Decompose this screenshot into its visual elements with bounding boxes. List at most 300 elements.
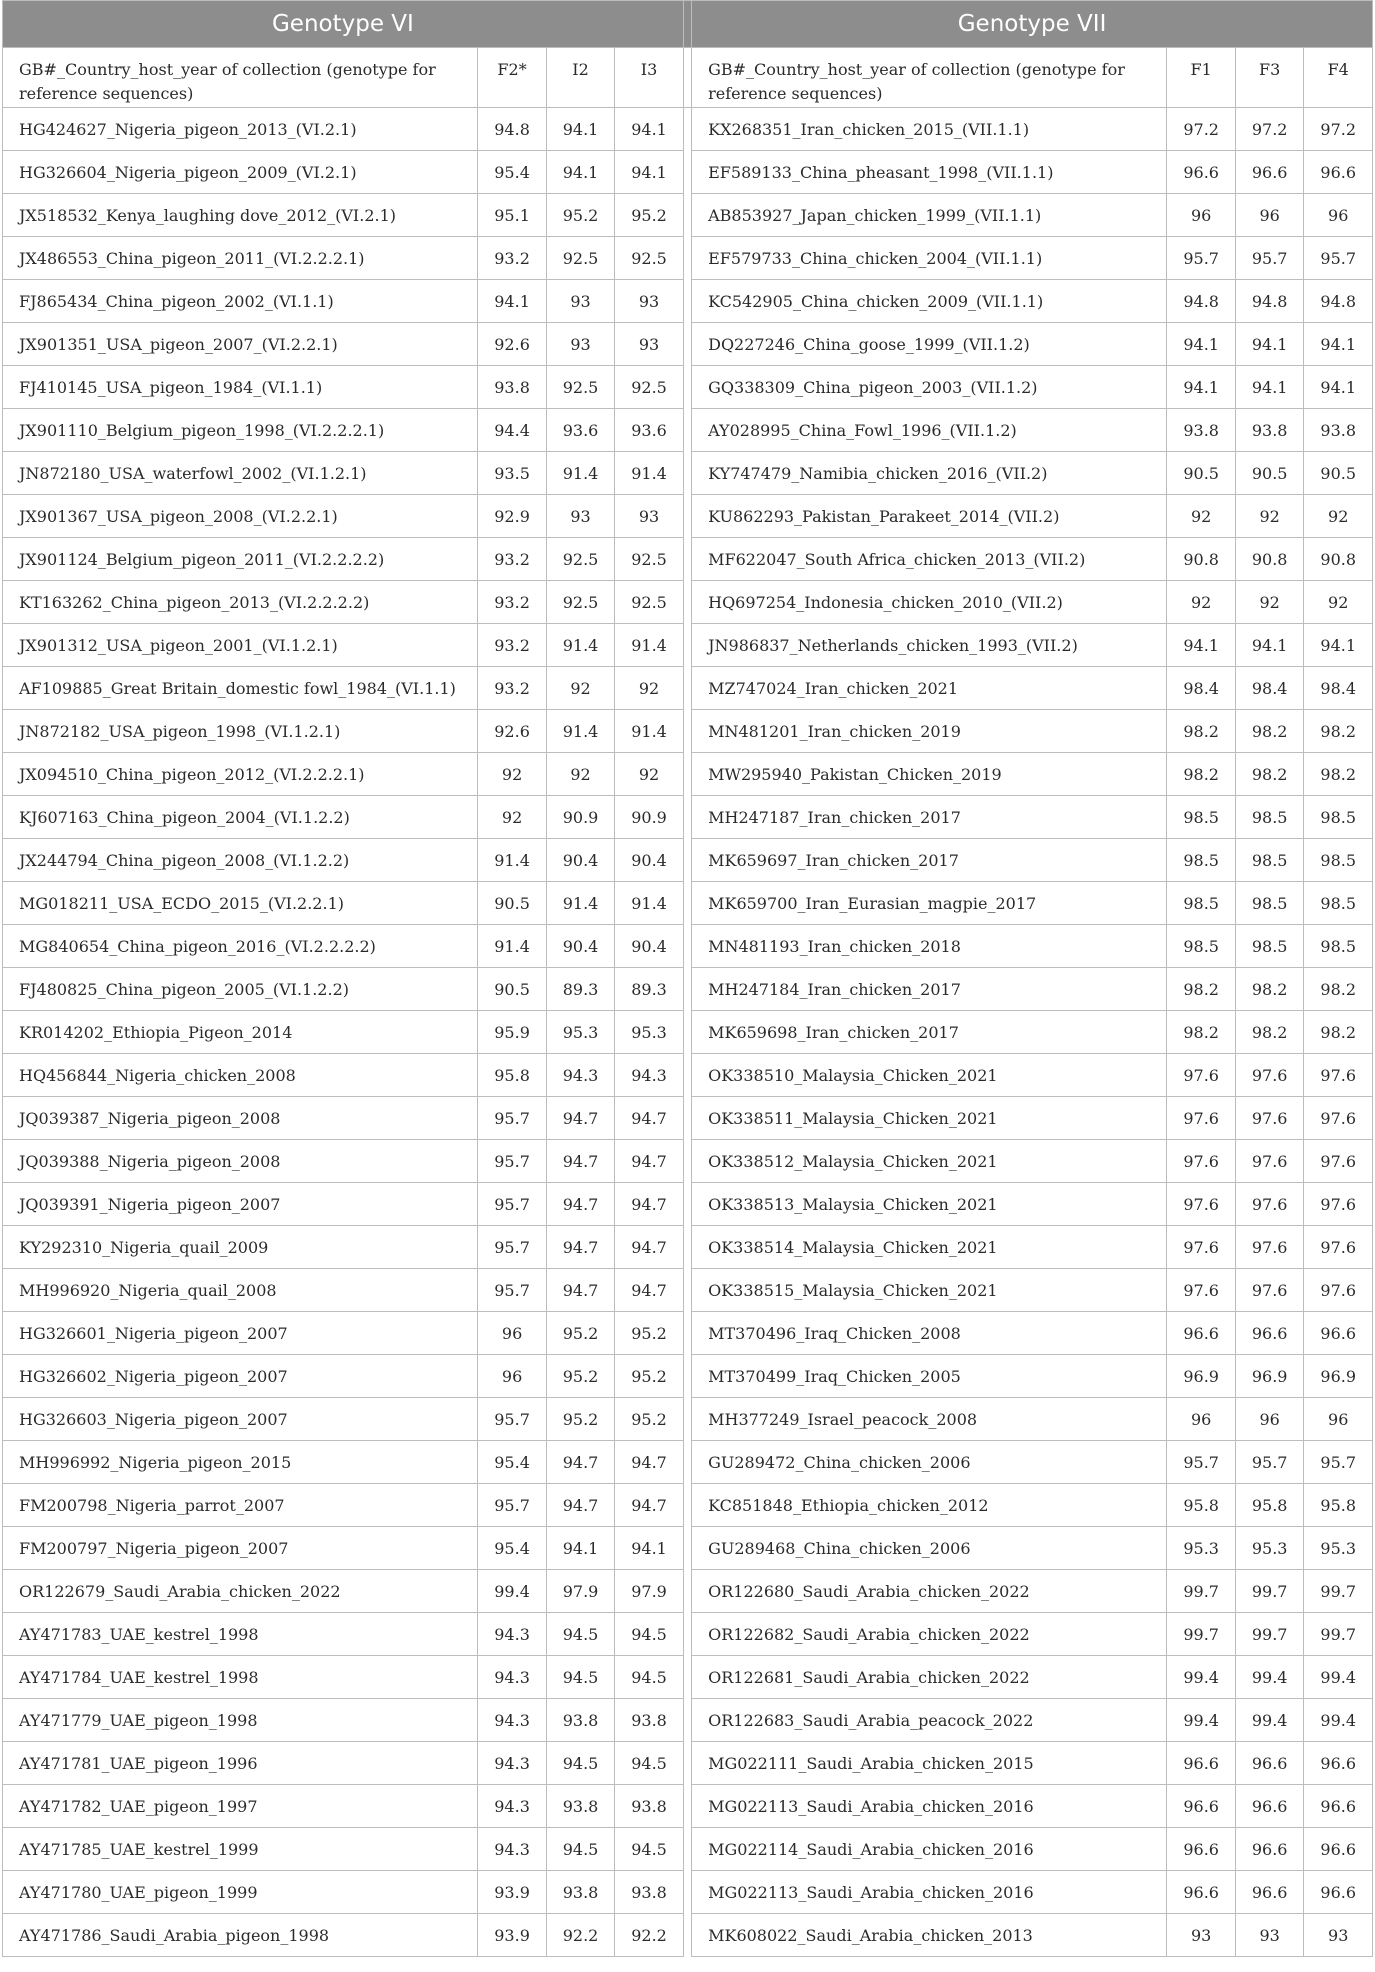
left-f2-value: 95.9 [478, 1011, 546, 1054]
column-separator [683, 1828, 691, 1871]
left-id-header: GB#_Country_host_year of collection (genotype for reference sequences) [3, 48, 478, 108]
column-separator [683, 409, 691, 452]
right-f1-value: 96 [1167, 194, 1235, 237]
left-f2-value: 96 [478, 1355, 546, 1398]
right-f4-value: 93 [1304, 1914, 1373, 1957]
left-f2-value: 91.4 [478, 839, 546, 882]
left-i2-value: 94.7 [546, 1140, 614, 1183]
left-f2-value: 95.4 [478, 1441, 546, 1484]
left-sequence-cell: AY471783_UAE_kestrel_1998 [3, 1613, 478, 1656]
column-separator [683, 1355, 691, 1398]
left-sequence-cell: MH996992_Nigeria_pigeon_2015 [3, 1441, 478, 1484]
table-row [3, 409, 1373, 452]
table-row [3, 1527, 1373, 1570]
left-i3-value: 91.4 [615, 452, 684, 495]
left-i2-value: 97.9 [546, 1570, 614, 1613]
right-f4-value: 96.9 [1304, 1355, 1373, 1398]
right-sequence-cell: OK338511_Malaysia_Chicken_2021 [692, 1097, 1167, 1140]
right-sequence-cell: GU289472_China_chicken_2006 [692, 1441, 1167, 1484]
left-i3-value: 92.5 [615, 581, 684, 624]
left-i3-header: I3 [615, 48, 684, 108]
column-separator [683, 882, 691, 925]
column-separator [683, 710, 691, 753]
left-sequence-cell: FJ480825_China_pigeon_2005_(VI.1.2.2) [3, 968, 478, 1011]
left-sequence-cell: MG840654_China_pigeon_2016_(VI.2.2.2.2) [3, 925, 478, 968]
left-f2-value: 96 [478, 1312, 546, 1355]
left-sequence-cell: FM200798_Nigeria_parrot_2007 [3, 1484, 478, 1527]
left-i3-value: 92 [615, 667, 684, 710]
left-i3-value: 90.4 [615, 925, 684, 968]
right-f3-value: 97.6 [1235, 1097, 1303, 1140]
right-sequence-cell: MK608022_Saudi_Arabia_chicken_2013 [692, 1914, 1167, 1957]
column-separator [683, 1, 691, 48]
right-f4-value: 92 [1304, 581, 1373, 624]
left-i3-value: 93 [615, 280, 684, 323]
right-f3-value: 92 [1235, 495, 1303, 538]
right-f1-value: 96.9 [1167, 1355, 1235, 1398]
column-separator [683, 1785, 691, 1828]
left-i2-value: 94.7 [546, 1183, 614, 1226]
left-f2-value: 90.5 [478, 882, 546, 925]
left-f2-value: 95.7 [478, 1269, 546, 1312]
right-f1-value: 94.1 [1167, 323, 1235, 366]
left-i3-value: 91.4 [615, 624, 684, 667]
column-separator [683, 968, 691, 1011]
left-sequence-cell: KJ607163_China_pigeon_2004_(VI.1.2.2) [3, 796, 478, 839]
right-f4-value: 98.2 [1304, 753, 1373, 796]
left-i2-value: 93 [546, 280, 614, 323]
left-sequence-cell: AY471780_UAE_pigeon_1999 [3, 1871, 478, 1914]
right-f1-value: 98.5 [1167, 796, 1235, 839]
right-f1-value: 99.4 [1167, 1656, 1235, 1699]
left-f2-value: 93.8 [478, 366, 546, 409]
right-f4-value: 98.4 [1304, 667, 1373, 710]
right-sequence-cell: HQ697254_Indonesia_chicken_2010_(VII.2) [692, 581, 1167, 624]
left-i3-value: 95.2 [615, 1312, 684, 1355]
left-f2-value: 93.5 [478, 452, 546, 495]
right-f3-value: 98.2 [1235, 1011, 1303, 1054]
left-sequence-cell: HG326604_Nigeria_pigeon_2009_(VI.2.1) [3, 151, 478, 194]
left-i3-value: 94.7 [615, 1484, 684, 1527]
left-sequence-cell: JX094510_China_pigeon_2012_(VI.2.2.2.1) [3, 753, 478, 796]
left-sequence-cell: AY471782_UAE_pigeon_1997 [3, 1785, 478, 1828]
right-f3-value: 94.8 [1235, 280, 1303, 323]
right-f3-value: 90.5 [1235, 452, 1303, 495]
column-separator [683, 581, 691, 624]
left-sequence-cell: FJ410145_USA_pigeon_1984_(VI.1.1) [3, 366, 478, 409]
left-f2-value: 90.5 [478, 968, 546, 1011]
right-f1-value: 93.8 [1167, 409, 1235, 452]
left-f2-value: 92.6 [478, 710, 546, 753]
left-f2-value: 94.3 [478, 1742, 546, 1785]
left-f2-value: 93.2 [478, 581, 546, 624]
column-separator [683, 1226, 691, 1269]
column-separator [683, 366, 691, 409]
right-f4-value: 98.5 [1304, 796, 1373, 839]
column-separator [683, 1140, 691, 1183]
table-row [3, 108, 1373, 151]
right-f3-value: 95.7 [1235, 237, 1303, 280]
column-separator [683, 1441, 691, 1484]
left-i3-value: 94.5 [615, 1656, 684, 1699]
left-f2-value: 99.4 [478, 1570, 546, 1613]
right-sequence-cell: MG022111_Saudi_Arabia_chicken_2015 [692, 1742, 1167, 1785]
left-i2-value: 95.2 [546, 1312, 614, 1355]
left-i3-value: 94.7 [615, 1140, 684, 1183]
left-i2-value: 94.3 [546, 1054, 614, 1097]
right-f1-value: 94.8 [1167, 280, 1235, 323]
left-i2-value: 91.4 [546, 624, 614, 667]
left-i2-value: 94.5 [546, 1613, 614, 1656]
right-f3-value: 96 [1235, 194, 1303, 237]
right-f1-value: 93 [1167, 1914, 1235, 1957]
left-sequence-cell: AY471781_UAE_pigeon_1996 [3, 1742, 478, 1785]
table-row [3, 1914, 1373, 1957]
left-sequence-cell: AY471785_UAE_kestrel_1999 [3, 1828, 478, 1871]
left-i2-value: 94.5 [546, 1742, 614, 1785]
right-sequence-cell: MN481201_Iran_chicken_2019 [692, 710, 1167, 753]
left-sequence-cell: AY471786_Saudi_Arabia_pigeon_1998 [3, 1914, 478, 1957]
left-i3-value: 92.5 [615, 366, 684, 409]
column-separator [683, 925, 691, 968]
right-f3-value: 96.6 [1235, 1785, 1303, 1828]
right-f4-value: 94.1 [1304, 624, 1373, 667]
left-f2-value: 95.7 [478, 1226, 546, 1269]
right-f1-value: 96.6 [1167, 1312, 1235, 1355]
left-f2-value: 94.4 [478, 409, 546, 452]
column-separator [683, 667, 691, 710]
left-i3-value: 95.2 [615, 194, 684, 237]
left-i2-value: 91.4 [546, 452, 614, 495]
left-i3-value: 93 [615, 323, 684, 366]
left-f2-value: 95.7 [478, 1097, 546, 1140]
right-sequence-cell: MW295940_Pakistan_Chicken_2019 [692, 753, 1167, 796]
right-sequence-cell: OK338514_Malaysia_Chicken_2021 [692, 1226, 1167, 1269]
right-f3-value: 98.4 [1235, 667, 1303, 710]
left-f2-value: 94.3 [478, 1656, 546, 1699]
right-f4-value: 98.2 [1304, 968, 1373, 1011]
right-f3-value: 98.5 [1235, 796, 1303, 839]
right-f3-value: 92 [1235, 581, 1303, 624]
right-f1-value: 98.2 [1167, 710, 1235, 753]
right-f4-value: 90.8 [1304, 538, 1373, 581]
left-sequence-cell: MG018211_USA_ECDO_2015_(VI.2.2.1) [3, 882, 478, 925]
right-f1-value: 92 [1167, 495, 1235, 538]
left-i2-value: 94.7 [546, 1484, 614, 1527]
table-row [3, 1656, 1373, 1699]
right-f3-value: 99.4 [1235, 1699, 1303, 1742]
column-separator [683, 1570, 691, 1613]
left-f2-value: 94.3 [478, 1785, 546, 1828]
table-row [3, 1140, 1373, 1183]
column-separator [683, 194, 691, 237]
table-row [3, 1355, 1373, 1398]
table-row [3, 581, 1373, 624]
right-f3-value: 95.8 [1235, 1484, 1303, 1527]
column-separator [683, 151, 691, 194]
left-i2-value: 93.8 [546, 1699, 614, 1742]
table-row [3, 1183, 1373, 1226]
left-i3-value: 92.5 [615, 237, 684, 280]
right-f4-value: 98.5 [1304, 839, 1373, 882]
left-i2-value: 95.2 [546, 1398, 614, 1441]
right-f3-value: 97.6 [1235, 1140, 1303, 1183]
left-f2-value: 95.7 [478, 1484, 546, 1527]
left-f2-value: 92.6 [478, 323, 546, 366]
genotype-vi-title: Genotype VI [3, 1, 684, 48]
left-i2-value: 92.5 [546, 538, 614, 581]
right-f4-value: 92 [1304, 495, 1373, 538]
left-i3-value: 93 [615, 495, 684, 538]
right-f3-value: 96.9 [1235, 1355, 1303, 1398]
right-f3-value: 97.2 [1235, 108, 1303, 151]
right-f1-value: 97.6 [1167, 1269, 1235, 1312]
right-sequence-cell: MK659698_Iran_chicken_2017 [692, 1011, 1167, 1054]
right-f1-value: 97.6 [1167, 1183, 1235, 1226]
right-f1-value: 95.3 [1167, 1527, 1235, 1570]
left-i3-value: 94.5 [615, 1828, 684, 1871]
right-sequence-cell: OR122682_Saudi_Arabia_chicken_2022 [692, 1613, 1167, 1656]
left-i3-value: 94.1 [615, 1527, 684, 1570]
left-i3-value: 92.2 [615, 1914, 684, 1957]
left-f2-value: 95.7 [478, 1183, 546, 1226]
left-i3-value: 93.8 [615, 1871, 684, 1914]
right-f4-value: 93.8 [1304, 409, 1373, 452]
column-separator [683, 1656, 691, 1699]
right-f1-value: 95.7 [1167, 237, 1235, 280]
table-row [3, 882, 1373, 925]
left-sequence-cell: JQ039391_Nigeria_pigeon_2007 [3, 1183, 478, 1226]
right-f4-value: 97.6 [1304, 1140, 1373, 1183]
left-i2-value: 93.6 [546, 409, 614, 452]
right-f1-value: 96.6 [1167, 1742, 1235, 1785]
left-f2-value: 92 [478, 796, 546, 839]
right-sequence-cell: OR122683_Saudi_Arabia_peacock_2022 [692, 1699, 1167, 1742]
left-i2-value: 90.9 [546, 796, 614, 839]
left-i2-value: 91.4 [546, 710, 614, 753]
left-i3-value: 92.5 [615, 538, 684, 581]
column-separator [683, 323, 691, 366]
right-sequence-cell: AY028995_China_Fowl_1996_(VII.1.2) [692, 409, 1167, 452]
right-f4-value: 97.2 [1304, 108, 1373, 151]
right-sequence-cell: OK338510_Malaysia_Chicken_2021 [692, 1054, 1167, 1097]
right-f4-value: 96 [1304, 1398, 1373, 1441]
column-separator [683, 1183, 691, 1226]
left-f2-value: 93.2 [478, 237, 546, 280]
table-row [3, 710, 1373, 753]
left-i3-value: 94.7 [615, 1441, 684, 1484]
left-sequence-cell: KY292310_Nigeria_quail_2009 [3, 1226, 478, 1269]
right-f3-value: 98.5 [1235, 839, 1303, 882]
right-sequence-cell: OR122680_Saudi_Arabia_chicken_2022 [692, 1570, 1167, 1613]
column-separator [683, 1914, 691, 1957]
right-f3-header: F3 [1235, 48, 1303, 108]
column-separator [683, 1312, 691, 1355]
genotype-vii-title: Genotype VII [692, 1, 1373, 48]
genotype-header-row [3, 1, 1373, 48]
right-f4-value: 96.6 [1304, 1742, 1373, 1785]
table-row [3, 1011, 1373, 1054]
column-separator [683, 1398, 691, 1441]
right-f3-value: 95.3 [1235, 1527, 1303, 1570]
table-row [3, 280, 1373, 323]
right-f1-value: 98.2 [1167, 753, 1235, 796]
column-separator [683, 624, 691, 667]
column-separator [683, 1742, 691, 1785]
table-row [3, 796, 1373, 839]
left-sequence-cell: JX901110_Belgium_pigeon_1998_(VI.2.2.2.1) [3, 409, 478, 452]
column-separator [683, 538, 691, 581]
right-f1-value: 98.5 [1167, 882, 1235, 925]
column-header-row [3, 48, 1373, 108]
right-f1-value: 95.7 [1167, 1441, 1235, 1484]
right-f3-value: 99.7 [1235, 1613, 1303, 1656]
left-sequence-cell: AF109885_Great Britain_domestic fowl_1984_(VI.1.1) [3, 667, 478, 710]
right-sequence-cell: EF589133_China_pheasant_1998_(VII.1.1) [692, 151, 1167, 194]
right-sequence-cell: MG022113_Saudi_Arabia_chicken_2016 [692, 1785, 1167, 1828]
right-f4-value: 97.6 [1304, 1183, 1373, 1226]
right-f3-value: 97.6 [1235, 1269, 1303, 1312]
right-f1-value: 97.2 [1167, 108, 1235, 151]
right-sequence-cell: KY747479_Namibia_chicken_2016_(VII.2) [692, 452, 1167, 495]
right-id-header: GB#_Country_host_year of collection (genotype for reference sequences) [692, 48, 1167, 108]
left-i3-value: 91.4 [615, 882, 684, 925]
left-f2-value: 95.4 [478, 151, 546, 194]
left-f2-value: 93.2 [478, 624, 546, 667]
right-f3-value: 96.6 [1235, 1828, 1303, 1871]
table-row [3, 624, 1373, 667]
left-i2-value: 92 [546, 753, 614, 796]
table-row [3, 194, 1373, 237]
table-row [3, 1269, 1373, 1312]
right-f4-value: 97.6 [1304, 1226, 1373, 1269]
left-f2-value: 93.9 [478, 1871, 546, 1914]
right-f4-value: 95.7 [1304, 1441, 1373, 1484]
left-i2-value: 95.2 [546, 194, 614, 237]
right-f4-value: 99.7 [1304, 1613, 1373, 1656]
left-sequence-cell: AY471779_UAE_pigeon_1998 [3, 1699, 478, 1742]
left-f2-value: 93.2 [478, 667, 546, 710]
right-f4-value: 96 [1304, 194, 1373, 237]
right-sequence-cell: KC542905_China_chicken_2009_(VII.1.1) [692, 280, 1167, 323]
column-separator [683, 1484, 691, 1527]
left-i3-value: 89.3 [615, 968, 684, 1011]
left-i2-value: 90.4 [546, 839, 614, 882]
left-i2-header: I2 [546, 48, 614, 108]
left-i3-value: 94.1 [615, 151, 684, 194]
left-i2-value: 92 [546, 667, 614, 710]
right-f3-value: 94.1 [1235, 624, 1303, 667]
left-f2-value: 94.3 [478, 1613, 546, 1656]
right-f1-value: 98.5 [1167, 839, 1235, 882]
table-row [3, 1699, 1373, 1742]
left-f2-value: 95.7 [478, 1398, 546, 1441]
column-separator [683, 1097, 691, 1140]
left-sequence-cell: HG424627_Nigeria_pigeon_2013_(VI.2.1) [3, 108, 478, 151]
column-separator [683, 753, 691, 796]
table-row [3, 1054, 1373, 1097]
left-i3-value: 94.7 [615, 1269, 684, 1312]
right-f1-value: 98.2 [1167, 968, 1235, 1011]
column-separator [683, 452, 691, 495]
left-i2-value: 94.7 [546, 1226, 614, 1269]
left-i2-value: 93.8 [546, 1871, 614, 1914]
left-sequence-cell: JX901312_USA_pigeon_2001_(VI.1.2.1) [3, 624, 478, 667]
identity-table [2, 0, 1373, 1957]
left-f2-value: 95.8 [478, 1054, 546, 1097]
right-f1-value: 94.1 [1167, 624, 1235, 667]
right-f4-value: 96.6 [1304, 1871, 1373, 1914]
right-f1-value: 99.7 [1167, 1570, 1235, 1613]
left-sequence-cell: JQ039387_Nigeria_pigeon_2008 [3, 1097, 478, 1140]
right-f3-value: 98.2 [1235, 710, 1303, 753]
right-f3-value: 98.2 [1235, 968, 1303, 1011]
left-f2-value: 93.9 [478, 1914, 546, 1957]
right-sequence-cell: MN481193_Iran_chicken_2018 [692, 925, 1167, 968]
column-separator [683, 1054, 691, 1097]
right-f4-value: 98.5 [1304, 925, 1373, 968]
left-f2-value: 95.4 [478, 1527, 546, 1570]
right-f4-value: 98.5 [1304, 882, 1373, 925]
right-f1-value: 92 [1167, 581, 1235, 624]
left-i3-value: 95.2 [615, 1398, 684, 1441]
left-i2-value: 95.2 [546, 1355, 614, 1398]
right-f1-value: 96.6 [1167, 151, 1235, 194]
right-f3-value: 94.1 [1235, 323, 1303, 366]
left-i3-value: 92 [615, 753, 684, 796]
column-separator [683, 1613, 691, 1656]
left-sequence-cell: JQ039388_Nigeria_pigeon_2008 [3, 1140, 478, 1183]
left-i3-value: 93.8 [615, 1699, 684, 1742]
right-sequence-cell: JN986837_Netherlands_chicken_1993_(VII.2) [692, 624, 1167, 667]
left-sequence-cell: JX901351_USA_pigeon_2007_(VI.2.2.1) [3, 323, 478, 366]
right-sequence-cell: AB853927_Japan_chicken_1999_(VII.1.1) [692, 194, 1167, 237]
right-f1-value: 96.6 [1167, 1785, 1235, 1828]
column-separator [683, 1871, 691, 1914]
right-f3-value: 96.6 [1235, 151, 1303, 194]
column-separator [683, 280, 691, 323]
table-row [3, 151, 1373, 194]
table-row [3, 1828, 1373, 1871]
left-i3-value: 94.5 [615, 1613, 684, 1656]
left-i3-value: 94.5 [615, 1742, 684, 1785]
table-row [3, 538, 1373, 581]
right-f3-value: 96.6 [1235, 1871, 1303, 1914]
column-separator [683, 495, 691, 538]
column-separator [683, 796, 691, 839]
left-i2-value: 94.5 [546, 1656, 614, 1699]
right-sequence-cell: MH247184_Iran_chicken_2017 [692, 968, 1167, 1011]
left-i2-value: 94.7 [546, 1441, 614, 1484]
column-separator [683, 1011, 691, 1054]
left-i2-value: 92.2 [546, 1914, 614, 1957]
left-i2-value: 91.4 [546, 882, 614, 925]
right-sequence-cell: MH247187_Iran_chicken_2017 [692, 796, 1167, 839]
left-i2-value: 90.4 [546, 925, 614, 968]
right-sequence-cell: MK659700_Iran_Eurasian_magpie_2017 [692, 882, 1167, 925]
left-i2-value: 92.5 [546, 237, 614, 280]
table-row [3, 237, 1373, 280]
left-i3-value: 94.7 [615, 1097, 684, 1140]
left-i3-value: 94.7 [615, 1183, 684, 1226]
table-row [3, 1785, 1373, 1828]
left-f2-value: 94.3 [478, 1828, 546, 1871]
table-row [3, 925, 1373, 968]
left-f2-value: 92.9 [478, 495, 546, 538]
table-row [3, 1742, 1373, 1785]
right-f1-value: 97.6 [1167, 1054, 1235, 1097]
right-f3-value: 97.6 [1235, 1054, 1303, 1097]
